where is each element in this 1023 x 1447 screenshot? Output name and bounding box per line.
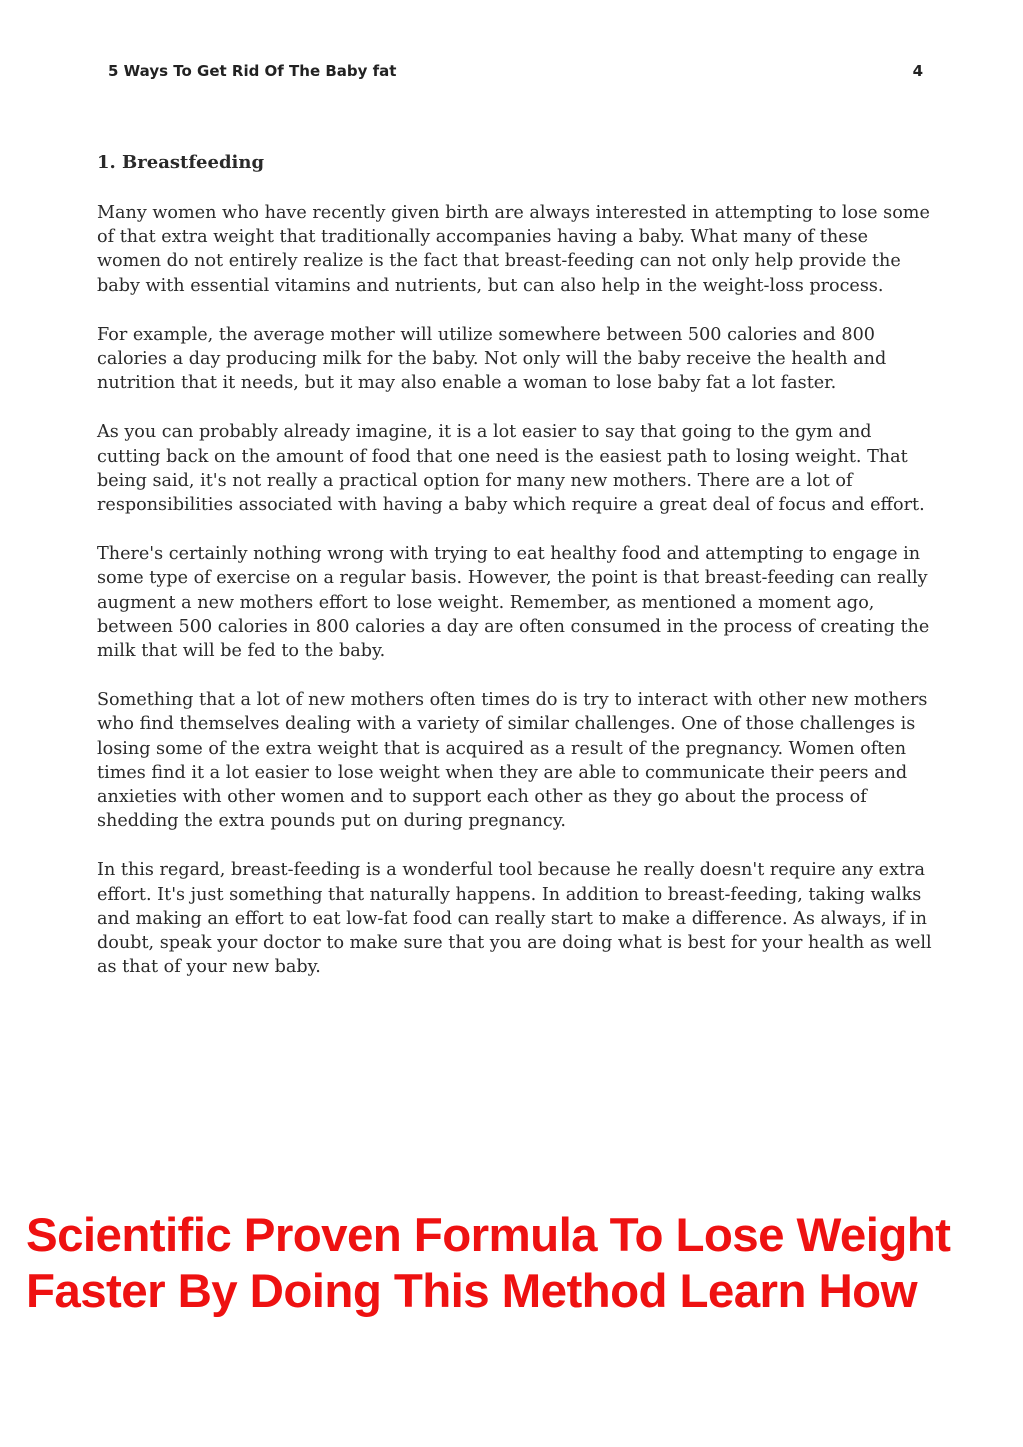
paragraph-5: Something that a lot of new mothers often times do is try to interact with other new mothers who find themselves dealing with a variety of similar challenges. One of those challenges is losing some of the extra weight that is acquired as a result of the pregnancy. Women often times find it a lot easier to lose weight when they are able to communicate their peers and anxieties with other women and to support each other as they go about the process of shedding the extra pounds put on during pregnancy. xyxy=(97,690,928,832)
promo-line-2: Faster By Doing This Method Learn How xyxy=(26,1265,917,1318)
section-heading: 1. Breastfeeding xyxy=(97,152,265,173)
document-title: 5 Ways To Get Rid Of The Baby fat xyxy=(108,62,397,80)
paragraph-3: As you can probably already imagine, it is a lot easier to say that going to the gym and cutting back on the amount of food that one need is the easiest path to losing weight. That being said, it's not really a practical option for many new mothers. There are a lot of responsibilities associated with having a baby which require a great deal of focus and effort. xyxy=(97,422,925,516)
section-content xyxy=(97,151,937,1004)
paragraph-2: For example, the average mother will utilize somewhere between 500 calories and 800 calories a day producing milk for the baby. Not only will the baby receive the health and nutrition that it needs, but it may also enable a woman to lose baby fat a lot faster. xyxy=(97,324,887,394)
promo-link[interactable] xyxy=(26,1208,1016,1320)
paragraph-1: Many women who have recently given birth are always interested in attempting to lose some of that extra weight that traditionally accompanies having a baby. What many of these women do not entirely realize is the fact that breast-feeding can not only help provide the baby with essential vitamins and nutrients, but can also help in the weight-loss process. xyxy=(97,203,930,296)
paragraph-6: In this regard, breast-feeding is a wonderful tool because he really doesn't require any extra effort. It's just something that naturally happens. In addition to breast-feeding, taking walks and making an effort to eat low-fat food can really start to make a difference. As always, if in doubt, speak your doctor to make sure that you are doing what is best for your health as well as that of your new baby. xyxy=(97,860,932,978)
page-number: 4 xyxy=(912,62,923,80)
running-header xyxy=(108,62,923,84)
paragraph-4: There's certainly nothing wrong with trying to eat healthy food and attempting to engage in some type of exercise on a regular basis. However, the point is that breast-feeding can really augment a new mothers effort to lose weight. Remember, as mentioned a moment ago, between 500 calories in 800 calories a day are often consumed in the process of creating the milk that will be fed to the baby. xyxy=(97,544,930,662)
promo-line-1: Scientific Proven Formula To Lose Weight xyxy=(26,1209,951,1262)
